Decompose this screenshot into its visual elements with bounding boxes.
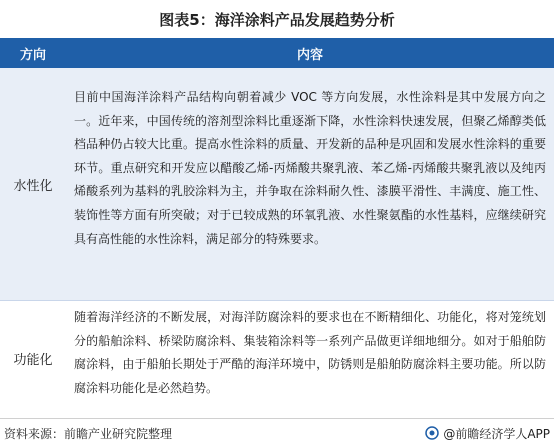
table-row bbox=[0, 68, 554, 300]
trend-table bbox=[0, 38, 554, 416]
brand-label: @前瞻经济学人APP bbox=[443, 426, 550, 441]
figure-title: 图表5：海洋涂料产品发展趋势分析 bbox=[159, 10, 395, 29]
logo-icon bbox=[425, 426, 439, 440]
figure-footer bbox=[0, 418, 554, 447]
row-content: 随着海洋经济的不断发展，对海洋防腐涂料的要求也在不断精细化、功能化，将对笼统划分的船舶涂料、桥梁防腐涂料、集装箱涂料等一系列产品做更详细地细分。如对于船舶防腐涂料，由于船舶长期处于严酷的海洋环境中，防锈则是船舶防腐涂料主要功能。所以防腐涂料功能化是必然趋势。 bbox=[74, 310, 546, 395]
row-direction: 水性化 bbox=[13, 178, 53, 194]
source-note: 资料来源：前瞻产业研究院整理 bbox=[4, 426, 173, 441]
header-direction: 方向 bbox=[19, 47, 46, 63]
header-content: 内容 bbox=[296, 47, 323, 63]
row-content: 目前中国海洋涂料产品结构向朝着减少 VOC 等方向发展，水性涂料是其中发展方向之一。近年来，中国传统的溶剂型涂料比重逐渐下降，水性涂料快速发展，但聚乙烯醇类低档品种仍占较大比重。提高水性涂料的质量、开发新的品种是巩固和发展水性涂料的重要环节。重点研究和开发应以醋酸乙烯-丙烯酸共聚乳液、苯乙烯-丙烯酸共聚乳液以及纯丙烯酸系列为基料的乳胶涂料为主，并争取在涂料耐久性、漆膜平滑性、丰满度、施工性、装饰性等方面有所突破；对于已较成熟的环氧乳液、水性聚氨酯的水性基料，应继续研究具有高性能的水性涂料，满足部分的特殊要求。 bbox=[74, 90, 546, 246]
row-direction: 功能化 bbox=[13, 353, 53, 368]
table-header bbox=[0, 38, 554, 68]
brand-mark bbox=[425, 425, 550, 442]
table-row bbox=[0, 301, 554, 416]
